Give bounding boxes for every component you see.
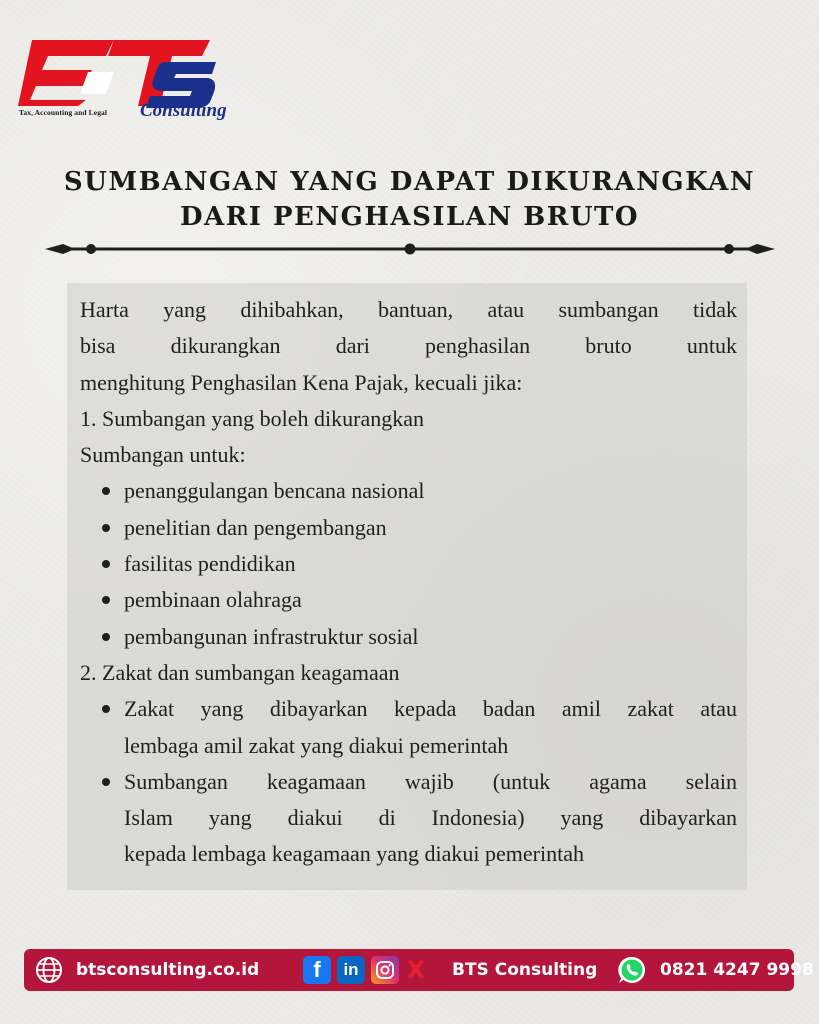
website-link[interactable]: btsconsulting.co.id — [76, 960, 260, 980]
list-item — [80, 764, 737, 873]
list-item — [80, 546, 737, 582]
section-2-list — [80, 691, 737, 872]
section-1-list — [80, 473, 737, 654]
page-title-line-2: DARI PENGHASILAN BRUTO — [179, 202, 640, 232]
facebook-icon[interactable]: f — [303, 956, 331, 984]
bullet-icon — [102, 487, 110, 495]
phone-number[interactable]: 0821 4247 9998 — [660, 960, 814, 980]
list-item-line: lembaga amil zakat yang diakui pemerintah — [124, 732, 509, 758]
instagram-icon[interactable] — [371, 956, 399, 984]
x-icon[interactable]: X — [406, 956, 426, 984]
social-links — [303, 949, 427, 991]
list-item-text: penelitian dan pengembangan — [124, 514, 387, 540]
content-body — [80, 292, 737, 873]
list-item-text: pembangunan infrastruktur sosial — [124, 623, 419, 649]
globe-icon[interactable] — [34, 949, 66, 991]
list-item-text: fasilitas pendidikan — [124, 551, 296, 577]
list-item-line: kepada lembaga keagamaan yang diakui pemerintah — [124, 841, 584, 867]
whatsapp-icon[interactable] — [616, 949, 648, 991]
bullet-icon — [102, 633, 110, 641]
list-item-line: Sumbangan keagamaan wajib (untuk agama selain — [124, 768, 737, 794]
section-1-heading: 1. Sumbangan yang boleh dikurangkan — [80, 405, 424, 431]
intro-line: Harta yang dihibahkan, bantuan, atau sumbangan tidak — [80, 297, 737, 322]
list-item — [80, 619, 737, 655]
list-item — [80, 473, 737, 509]
section-2-heading: 2. Zakat dan sumbangan keagamaan — [80, 659, 400, 685]
list-item-text: pembinaan olahraga — [124, 587, 302, 613]
page-title-line-1: SUMBANGAN YANG DAPAT DIKURANGKAN — [63, 167, 756, 197]
list-item — [80, 510, 737, 546]
ornamental-divider — [45, 238, 775, 260]
list-item-line: Zakat yang dibayarkan kepada badan amil zakat atau — [124, 696, 737, 722]
bullet-icon — [102, 778, 110, 786]
brand-name: BTS Consulting — [452, 960, 598, 980]
intro-paragraph — [80, 292, 737, 401]
bullet-icon — [102, 560, 110, 568]
intro-line: menghitung Penghasilan Kena Pajak, kecuali jika: — [80, 369, 523, 395]
list-item-line: Islam yang diakui di Indonesia) yang dibayarkan — [124, 805, 737, 831]
section-1-subheading: Sumbangan untuk: — [80, 442, 246, 468]
linkedin-icon[interactable]: in — [337, 956, 365, 984]
list-item — [80, 582, 737, 618]
bullet-icon — [102, 596, 110, 604]
intro-line: bisa dikurangkan dari penghasilan bruto untuk — [80, 333, 737, 359]
logo-tagline: Tax, Accounting and Legal — [19, 108, 108, 117]
bullet-icon — [102, 524, 110, 532]
footer-bar — [24, 949, 814, 991]
list-item-text: penanggulangan bencana nasional — [124, 478, 425, 504]
bullet-icon — [102, 705, 110, 713]
list-item — [80, 691, 737, 764]
logo-consulting: Consulting — [140, 100, 227, 121]
